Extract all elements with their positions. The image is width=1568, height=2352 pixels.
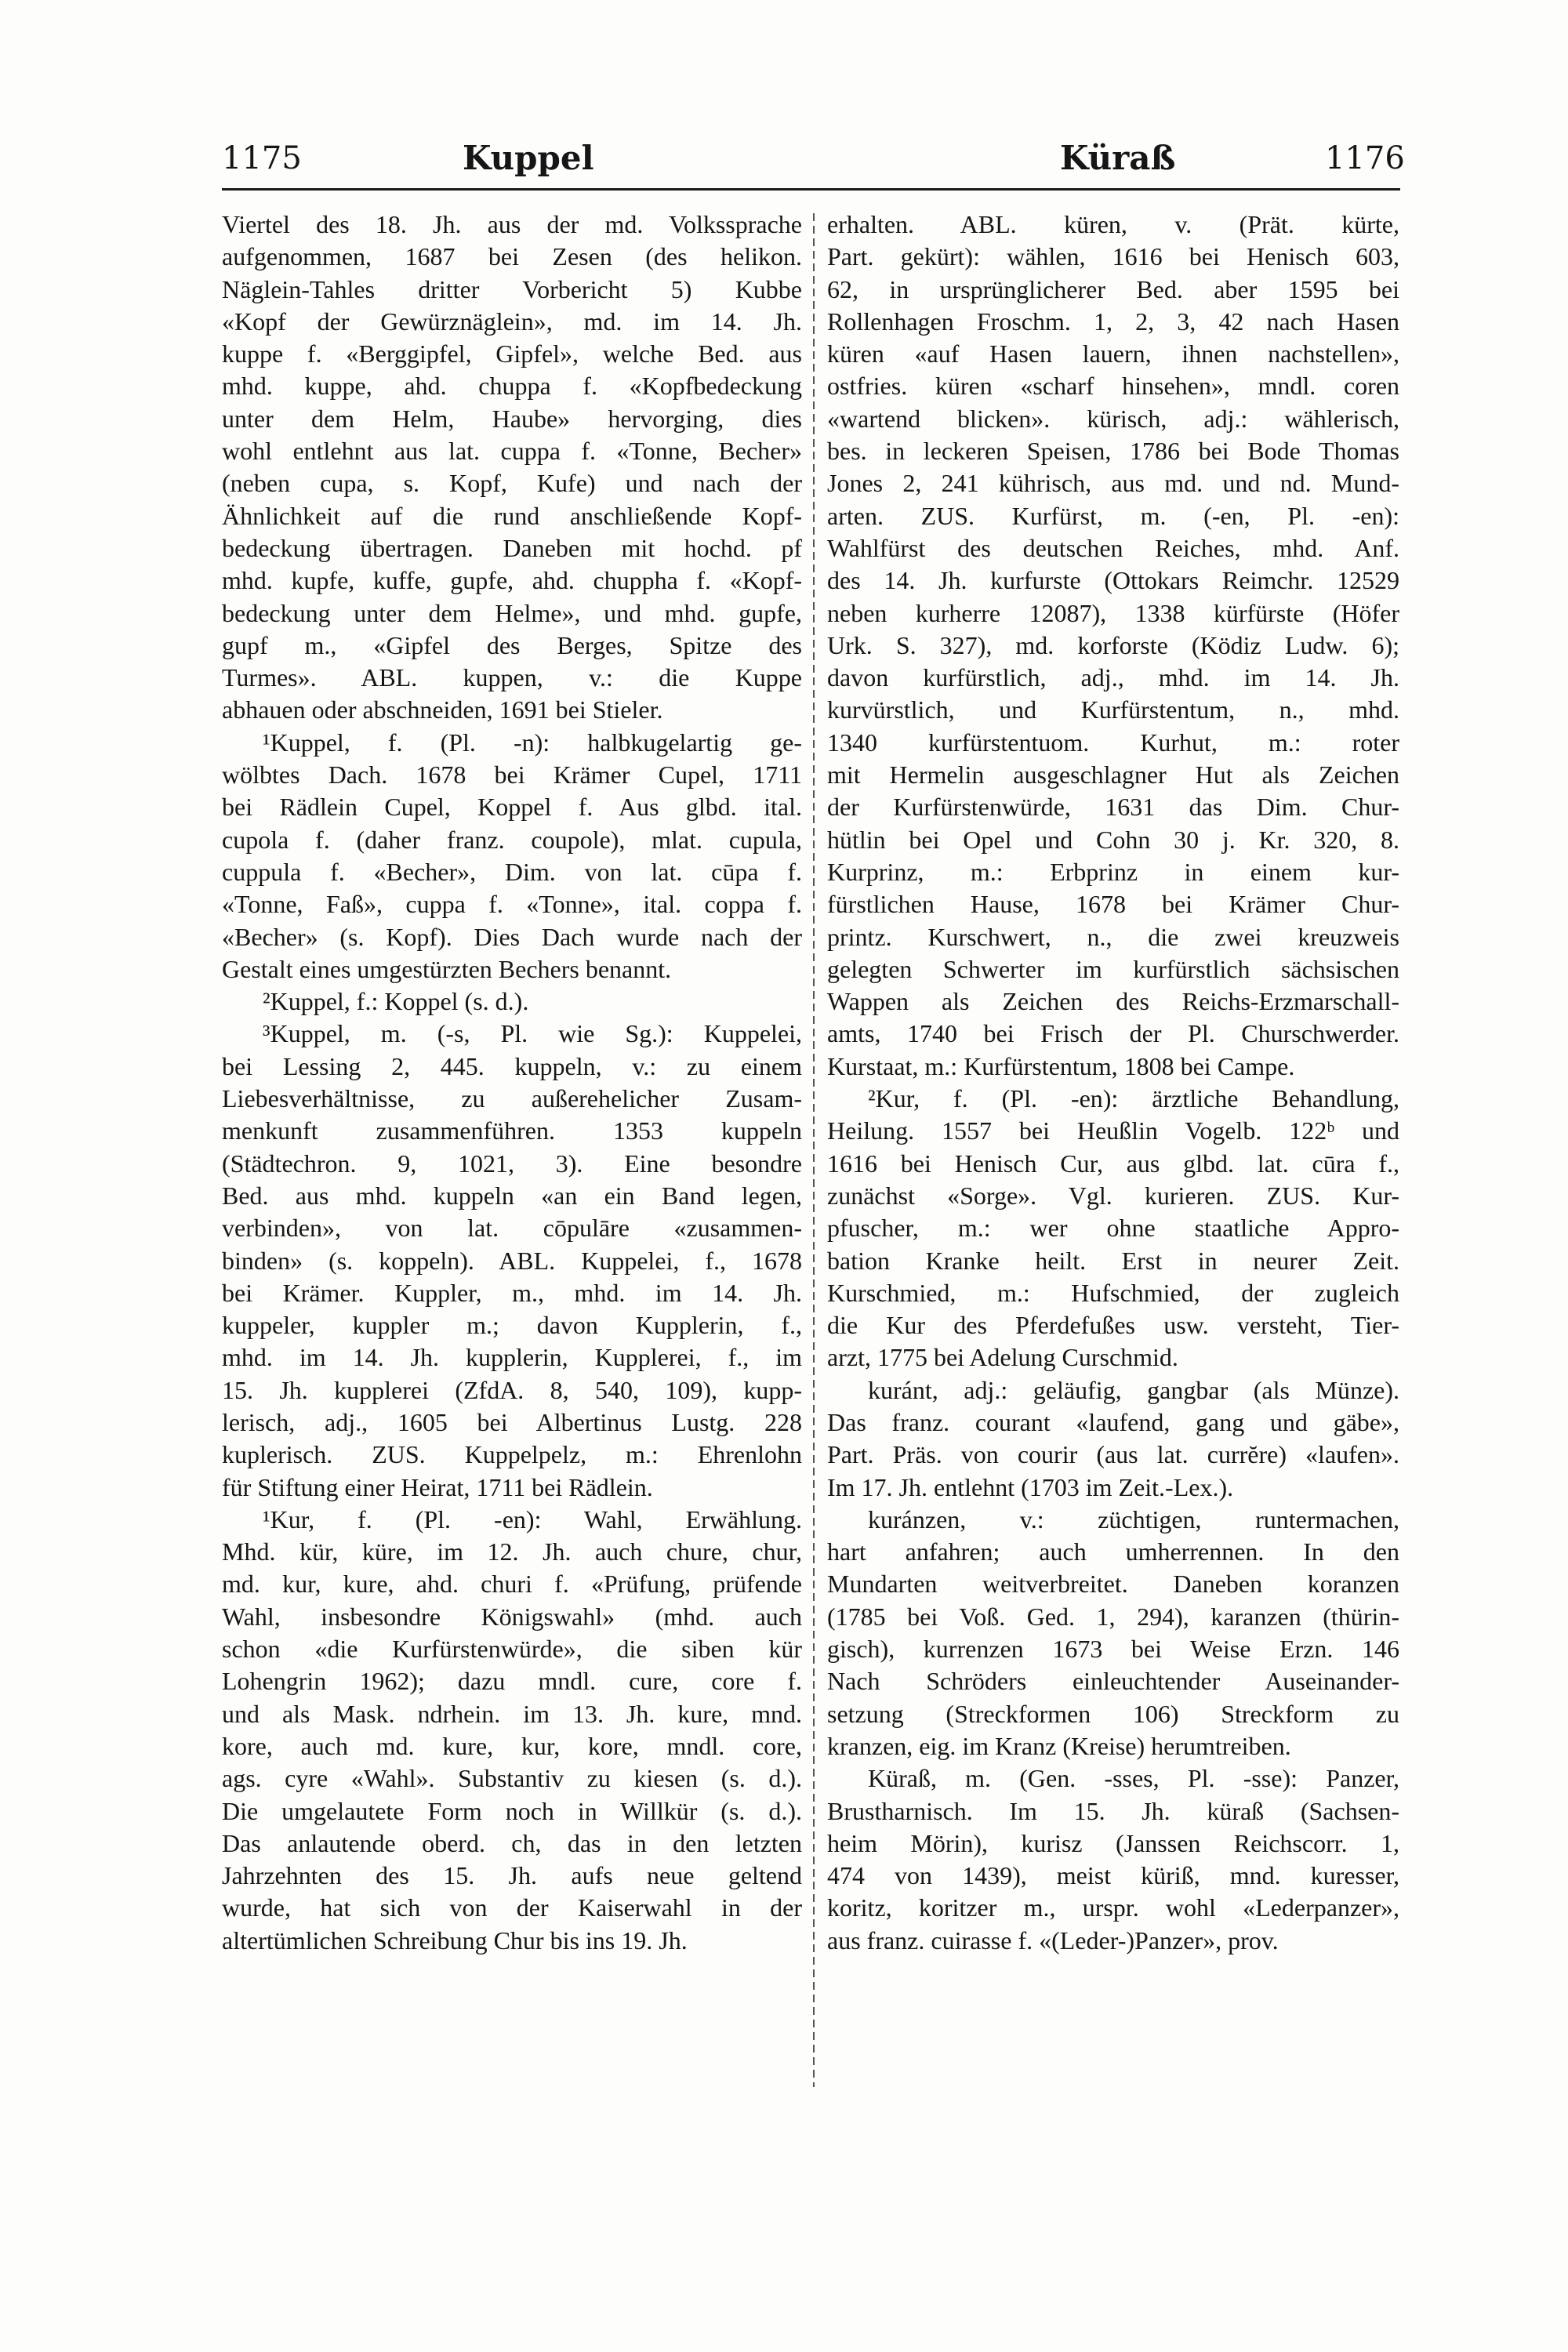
text-line: bedeckung übertragen. Daneben mit hochd. pf [222, 533, 802, 562]
text-line: altertümlichen Schreibung Chur bis ins 19. Jh. [222, 1926, 688, 1955]
text-line: verbinden», von lat. cōpulāre «zusammen- [222, 1214, 802, 1243]
text-line: ags. cyre «Wahl». Substantiv zu kiesen (s. d.). [222, 1764, 802, 1793]
text-line: Kurstaat, m.: Kurfürstentum, 1808 bei Campe. [827, 1051, 1295, 1080]
text-line: Das anlautende oberd. ch, das in den letzten [222, 1828, 802, 1857]
text-line: für Stiftung einer Heirat, 1711 bei Rädlein. [222, 1472, 653, 1501]
text-line: «wartend blicken». kürisch, adj.: wählerisch, [827, 404, 1399, 433]
text-line: neben kurherre 12087), 1338 kürfürste (Höfer [827, 598, 1399, 627]
text-line: «Kopf der Gewürznäglein», md. im 14. Jh. [222, 307, 802, 336]
text-line: Mundarten weitverbreitet. Daneben koranzen [827, 1570, 1399, 1599]
text-line: arten. ZUS. Kurfürst, m. (-en, Pl. -en): [827, 501, 1399, 530]
text-line: ²Kur, f. (Pl. -en): ärztliche Behandlung, [868, 1084, 1399, 1113]
text-line: wölbtes Dach. 1678 bei Krämer Cupel, 1711 [222, 760, 802, 789]
text-line: Kurprinz, m.: Erbprinz in einem kur- [827, 857, 1399, 886]
text-line: menkunft zusammenführen. 1353 kuppeln [222, 1116, 802, 1145]
text-line: bei Rädlein Cupel, Koppel f. Aus glbd. ital. [222, 793, 802, 822]
text-line: kranzen, eig. im Kranz (Kreise) herumtreiben. [827, 1731, 1291, 1760]
text-line: kuppe f. «Berggipfel, Gipfel», welche Bed. aus [222, 339, 802, 368]
text-line: (Städtechron. 9, 1021, 3). Eine besondre [222, 1149, 802, 1178]
text-line: Wappen als Zeichen des Reichs-Erzmarschall- [827, 987, 1399, 1016]
text-line: Ähnlichkeit auf die rund anschließende Kopf- [222, 501, 802, 530]
text-line: ostfries. küren «scharf hinsehen», mndl. coren [827, 372, 1399, 401]
text-line: mhd. im 14. Jh. kupplerin, Kupplerei, f., im [222, 1343, 802, 1372]
text-line: wohl entlehnt aus lat. cuppa f. «Tonne, Becher» [222, 437, 802, 466]
text-line: ³Kuppel, m. (-s, Pl. wie Sg.): Kuppelei, [263, 1019, 802, 1048]
text-line: 474 von 1439), meist küriß, mnd. kuresser, [827, 1861, 1399, 1890]
text-line: setzung (Streckformen 106) Streckform zu [827, 1699, 1399, 1728]
text-line: Liebesverhältnisse, zu außerehelicher Zusam- [222, 1084, 802, 1113]
text-line: bes. in leckeren Speisen, 1786 bei Bode Thomas [827, 437, 1399, 466]
text-line: mhd. kupfe, kuffe, gupfe, ahd. chuppha f. «Kopf- [222, 566, 802, 595]
right-column [827, 209, 1399, 2098]
text-line: aus franz. cuirasse f. «(Leder-)Panzer», prov. [827, 1926, 1279, 1955]
text-line: abhauen oder abschneiden, 1691 bei Stieler. [222, 695, 663, 724]
text-line: hart anfahren; auch umherrennen. In den [827, 1537, 1399, 1566]
left-column [222, 209, 802, 2098]
text-line: (1785 bei Voß. Ged. 1, 294), karanzen (thürin- [827, 1602, 1399, 1631]
text-line: der Kurfürstenwürde, 1631 das Dim. Chur- [827, 793, 1399, 822]
text-line: Gestalt eines umgestürzten Bechers benannt. [222, 954, 672, 983]
text-line: davon kurfürstlich, adj., mhd. im 14. Jh. [827, 663, 1399, 692]
text-line: zunächst «Sorge». Vgl. kurieren. ZUS. Kur- [827, 1181, 1399, 1210]
text-line: Lohengrin 1962); dazu mndl. cure, core f. [222, 1667, 802, 1696]
text-line: kuránt, adj.: geläufig, gangbar (als Münze). [868, 1375, 1399, 1404]
text-line: schon «die Kurfürstenwürde», die siben kür [222, 1635, 802, 1664]
text-line: Part. gekürt): wählen, 1616 bei Henisch 603, [827, 242, 1399, 271]
text-line: heim Mörin), kurisz (Janssen Reichscorr. 1, [827, 1828, 1399, 1857]
text-line: Wahl, insbesondre Königswahl» (mhd. auch [222, 1602, 802, 1631]
text-line: mhd. kuppe, ahd. chuppa f. «Kopfbedeckung [222, 372, 802, 401]
page-number-right: 1176 [1325, 140, 1405, 176]
text-line: 62, in ursprünglicherer Bed. aber 1595 bei [827, 274, 1399, 303]
text-line: unter dem Helm, Haube» hervorging, dies [222, 404, 802, 433]
text-line: Bed. aus mhd. kuppeln «an ein Band legen, [222, 1181, 802, 1210]
running-head-left: Kuppel [463, 139, 594, 177]
text-line: cupola f. (daher franz. coupole), mlat. cupula, [222, 825, 802, 854]
text-line: kuránzen, v.: züchtigen, runtermachen, [868, 1504, 1399, 1534]
text-line: Part. Präs. von courir (aus lat. currĕre) «laufen». [827, 1440, 1399, 1469]
text-line: fürstlichen Hause, 1678 bei Krämer Chur- [827, 890, 1399, 919]
running-head-right: Küraß [1060, 139, 1176, 177]
text-line: Wahlfürst des deutschen Reiches, mhd. Anf. [827, 533, 1399, 562]
text-line: aufgenommen, 1687 bei Zesen (des helikon. [222, 242, 802, 271]
text-line: ¹Kuppel, f. (Pl. -n): halbkugelartig ge- [263, 728, 802, 757]
text-line: mit Hermelin ausgeschlagner Hut als Zeichen [827, 760, 1399, 789]
header-rule [222, 188, 1400, 191]
text-line: gisch), kurrenzen 1673 bei Weise Erzn. 146 [827, 1635, 1399, 1664]
text-line: bei Lessing 2, 445. kuppeln, v.: zu einem [222, 1051, 802, 1080]
text-line: 1340 kurfürstentuom. Kurhut, m.: roter [827, 728, 1399, 757]
text-line: bedeckung unter dem Helme», und mhd. gupfe, [222, 598, 802, 627]
text-line: wurde, hat sich von der Kaiserwahl in der [222, 1893, 802, 1922]
text-line: des 14. Jh. kurfurste (Ottokars Reimchr. 12529 [827, 566, 1399, 595]
text-line: die Kur des Pferdefußes usw. versteht, Tier- [827, 1311, 1399, 1340]
text-line: Rollenhagen Froschm. 1, 2, 3, 42 nach Hasen [827, 307, 1399, 336]
text-line: kurvürstlich, und Kurfürstentum, n., mhd. [827, 695, 1399, 724]
text-line: amts, 1740 bei Frisch der Pl. Churschwerder. [827, 1019, 1399, 1048]
text-line: Viertel des 18. Jh. aus der md. Volkssprache [222, 210, 802, 238]
text-line: bei Krämer. Kuppler, m., mhd. im 14. Jh. [222, 1278, 802, 1307]
text-line: Die umgelautete Form noch in Willkür (s. d.). [222, 1796, 802, 1825]
text-line: binden» (s. koppeln). ABL. Kuppelei, f., 1678 [222, 1246, 802, 1275]
text-line: kore, auch md. kure, kur, kore, mndl. core, [222, 1731, 802, 1760]
text-line: Näglein-Tahles dritter Vorbericht 5) Kubbe [222, 274, 802, 303]
text-line: printz. Kurschwert, n., die zwei kreuzweis [827, 922, 1399, 951]
page-number-left: 1175 [222, 140, 302, 176]
text-line: koritz, koritzer m., urspr. wohl «Lederpanzer», [827, 1893, 1399, 1922]
text-line: Mhd. kür, küre, im 12. Jh. auch chure, chur, [222, 1537, 802, 1566]
text-line: kuplerisch. ZUS. Kuppelpelz, m.: Ehrenlohn [222, 1440, 802, 1469]
text-line: 15. Jh. kupplerei (ZfdA. 8, 540, 109), kupp- [222, 1375, 802, 1404]
text-line: «Tonne, Faß», cuppa f. «Tonne», ital. coppa f. [222, 890, 802, 919]
text-line: und als Mask. ndrhein. im 13. Jh. kure, mnd. [222, 1699, 802, 1728]
text-line: kuppeler, kuppler m.; davon Kupplerin, f., [222, 1311, 802, 1340]
text-line: Jones 2, 241 kührisch, aus md. und nd. Mund- [827, 469, 1399, 498]
text-line: küren «auf Hasen lauern, ihnen nachstellen», [827, 339, 1399, 368]
text-line: Heilung. 1557 bei Heußlin Vogelb. 122ᵇ und [827, 1116, 1399, 1145]
text-line: (neben cupa, s. Kopf, Kufe) und nach der [222, 469, 802, 498]
text-line: md. kur, kure, ahd. churi f. «Prüfung, prüfende [222, 1570, 802, 1599]
text-line: 1616 bei Henisch Cur, aus glbd. lat. cūra f., [827, 1149, 1399, 1178]
text-line: hütlin bei Opel und Cohn 30 j. Kr. 320, 8. [827, 825, 1399, 854]
text-line: cuppula f. «Becher», Dim. von lat. cūpa f. [222, 857, 802, 886]
text-line: Jahrzehnten des 15. Jh. aufs neue geltend [222, 1861, 802, 1890]
text-line: bation Kranke heilt. Erst in neurer Zeit. [827, 1246, 1399, 1275]
text-line: Kurschmied, m.: Hufschmied, der zugleich [827, 1278, 1399, 1307]
text-line: Turmes». ABL. kuppen, v.: die Kuppe [222, 663, 802, 692]
text-line: erhalten. ABL. küren, v. (Prät. kürte, [827, 210, 1399, 238]
text-line: ¹Kur, f. (Pl. -en): Wahl, Erwählung. [263, 1504, 802, 1534]
text-line: gupf m., «Gipfel des Berges, Spitze des [222, 630, 802, 659]
text-line: gelegten Schwerter im kurfürstlich sächsischen [827, 954, 1399, 983]
text-line: lerisch, adj., 1605 bei Albertinus Lustg. 228 [222, 1407, 802, 1436]
text-line: ²Kuppel, f.: Koppel (s. d.). [263, 987, 529, 1016]
column-divider [813, 213, 815, 2087]
text-line: arzt, 1775 bei Adelung Curschmid. [827, 1343, 1178, 1372]
text-line: Nach Schröders einleuchtender Auseinander- [827, 1667, 1399, 1696]
text-line: «Becher» (s. Kopf). Dies Dach wurde nach der [222, 922, 802, 951]
text-line: pfuscher, m.: wer ohne staatliche Appro- [827, 1214, 1399, 1243]
text-line: Im 17. Jh. entlehnt (1703 im Zeit.-Lex.). [827, 1472, 1234, 1501]
text-line: Urk. S. 327), md. korforste (Ködiz Ludw. 6); [827, 630, 1399, 659]
text-line: Brustharnisch. Im 15. Jh. küraß (Sachsen- [827, 1796, 1399, 1825]
text-line: Küraß, m. (Gen. -sses, Pl. -sse): Panzer, [868, 1764, 1399, 1793]
text-line: Das franz. courant «laufend, gang und gäbe», [827, 1407, 1399, 1436]
